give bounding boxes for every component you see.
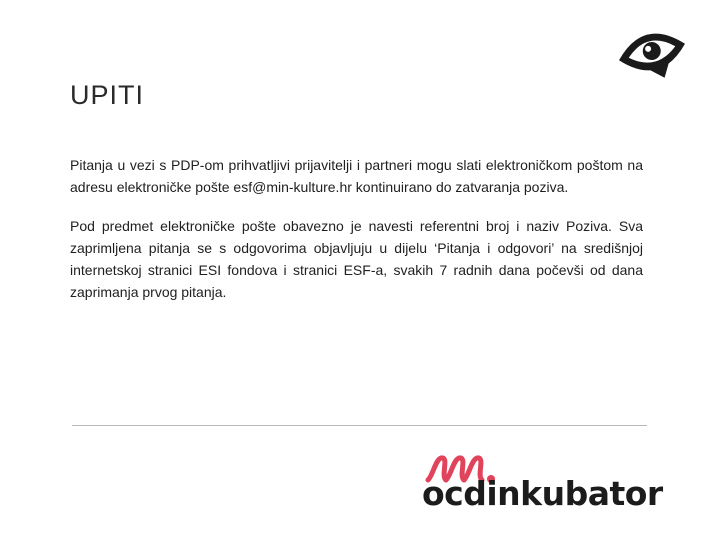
- brand-name: ocdinkubator: [422, 474, 663, 513]
- ocdinkubator-logo: [422, 452, 690, 524]
- slide-title: UPITI: [70, 80, 145, 110]
- ministry-eye-logo-icon: [614, 22, 690, 82]
- paragraph-submission: Pitanja u vezi s PDP-om prihvatljivi prijavitelji i partneri mogu slati elektroničkom poštom na adresu elektroničke pošte esf@min-kulture.hr kontinuirano do zatvaranja poziva.: [70, 157, 643, 195]
- divider: [72, 425, 647, 426]
- paragraph-subject: Pod predmet elektroničke pošte obavezno je navesti referentni broj i naziv Poziva. Sva zaprimljena pitanja se s odgovorima objavljuju u dijelu ‘Pitanja i odgovori’ na središnjoj internetskoj stranici ESI fondova i stranici ESF-a, svakih 7 radnih dana počevši od dana zaprimanja prvog pitanja.: [70, 218, 643, 300]
- body-text: [70, 154, 643, 320]
